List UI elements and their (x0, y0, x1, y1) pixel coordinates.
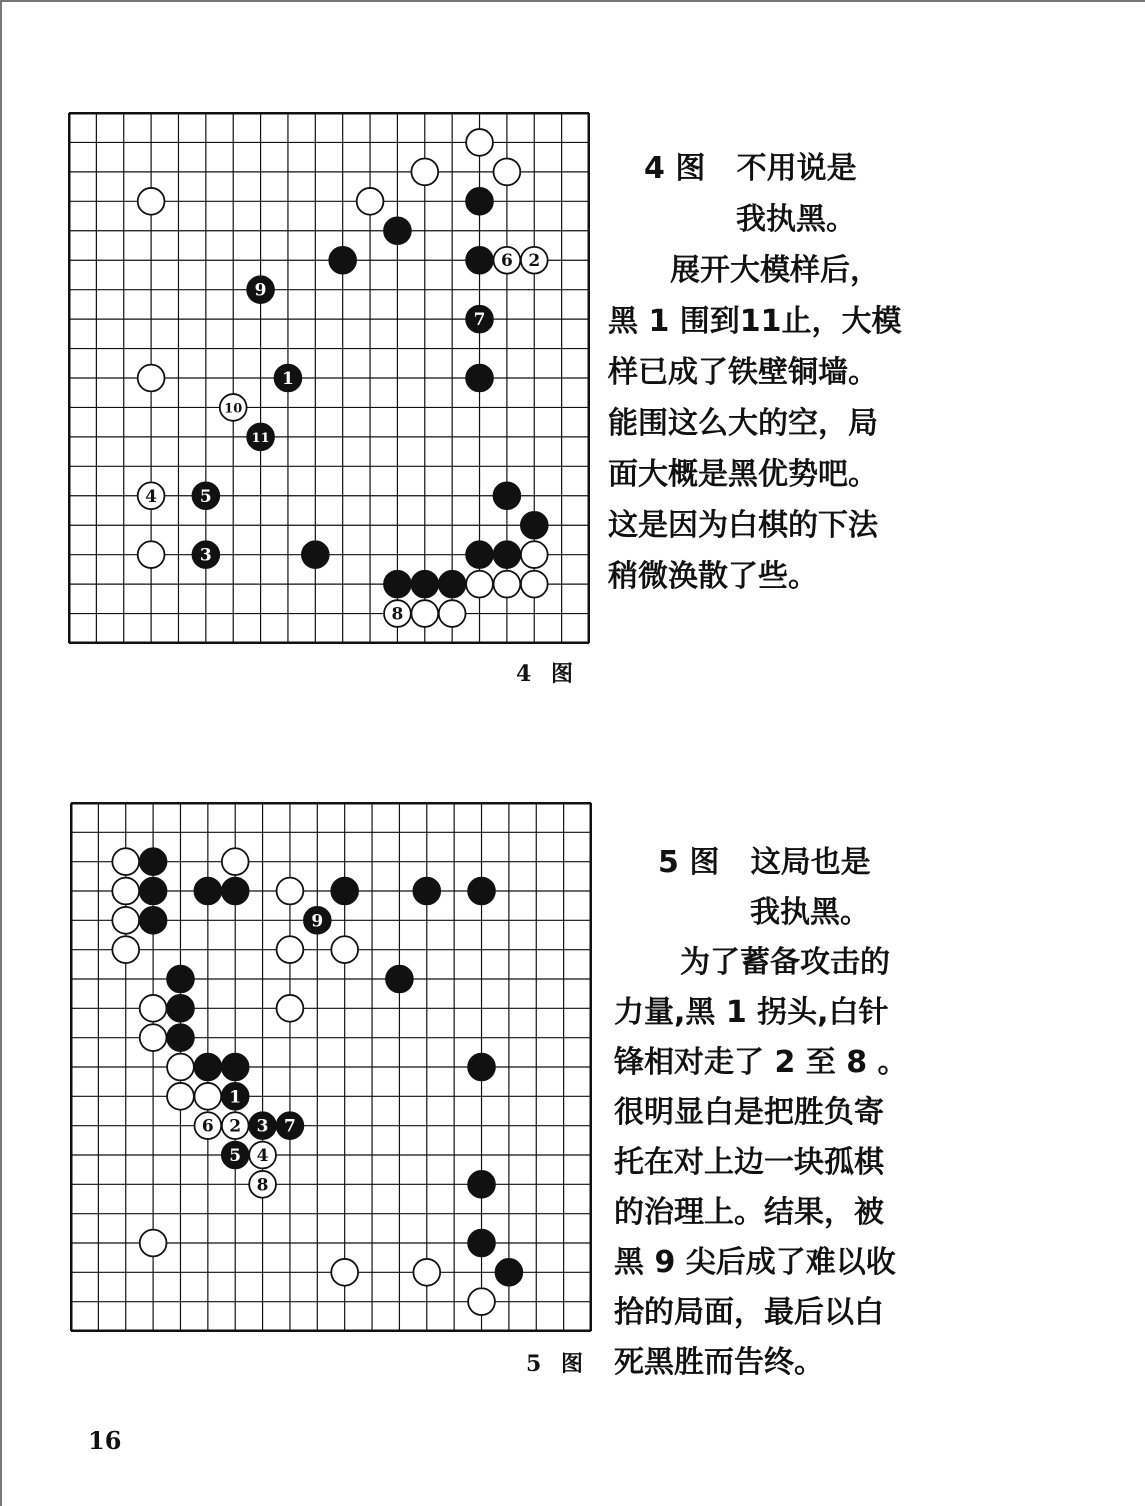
white-stone-move-2 (521, 247, 548, 274)
white-stone-move-8 (249, 1171, 276, 1198)
white-stone (494, 571, 521, 598)
black-stone-move-1 (222, 1083, 249, 1110)
white-stone (277, 936, 304, 963)
white-stone (138, 188, 165, 215)
stone-disc (386, 966, 413, 993)
white-stone (277, 995, 304, 1022)
paragraph-line: 为了蓄备攻击的 (680, 945, 890, 980)
move-number: 7 (473, 310, 486, 331)
stone-disc (331, 878, 358, 905)
stone-disc (140, 878, 167, 905)
move-number: 10 (224, 401, 243, 417)
stone-disc (138, 365, 165, 392)
stone-disc (222, 1054, 249, 1081)
stone-disc (494, 541, 521, 568)
stone-disc (384, 571, 411, 598)
stone-disc (494, 571, 521, 598)
stone-disc (468, 1171, 495, 1198)
black-stone (331, 878, 358, 905)
white-stone (466, 129, 493, 156)
stone-disc (466, 188, 493, 215)
black-stone (222, 1054, 249, 1081)
black-stone (194, 1054, 221, 1081)
stone-disc (222, 848, 249, 875)
paragraph-line: 黑 1 围到11止，大模 (608, 304, 902, 339)
move-number: 2 (229, 1116, 242, 1137)
black-stone (496, 1259, 523, 1286)
white-stone (411, 159, 438, 186)
stone-disc (466, 571, 493, 598)
white-stone-move-6 (494, 247, 521, 274)
go-board-diagram-4 (68, 112, 590, 644)
move-number: 2 (528, 251, 541, 272)
paragraph-line: 锋相对走了 2 至 8 。 (614, 1045, 908, 1080)
black-stone (413, 878, 440, 905)
paragraph-line: 面大概是黑优势吧。 (608, 457, 878, 492)
black-stone (468, 1230, 495, 1257)
white-stone (112, 907, 139, 934)
paragraph-line: 黑 9 尖后成了难以收 (614, 1245, 896, 1280)
white-stone (140, 1230, 167, 1257)
black-stone-move-9 (304, 907, 331, 934)
diagram-5-title-line-1 (614, 838, 908, 888)
black-stone-move-5 (222, 1142, 249, 1169)
white-stone (222, 848, 249, 875)
stone-disc (140, 907, 167, 934)
stone-disc (413, 1259, 440, 1286)
paragraph-line: 这是因为白棋的下法 (608, 508, 878, 543)
diagram-5-caption: 5 图 (526, 1351, 589, 1377)
title-text: 这局也是 (750, 845, 871, 880)
white-stone-move-8 (384, 600, 411, 627)
stone-disc (167, 1024, 194, 1051)
move-number: 11 (251, 430, 270, 446)
stone-disc (466, 541, 493, 568)
diagram-5-commentary (614, 788, 908, 1438)
move-number: 8 (256, 1175, 269, 1196)
stone-disc (138, 541, 165, 568)
black-stone-move-11 (247, 424, 274, 451)
black-stone (167, 1024, 194, 1051)
black-stone (468, 1054, 495, 1081)
stone-disc (494, 482, 521, 509)
white-stone (112, 848, 139, 875)
black-stone (466, 247, 493, 274)
paragraph-line: 死黑胜而告终。 (614, 1345, 824, 1380)
move-number: 5 (229, 1146, 242, 1166)
black-stone (140, 907, 167, 934)
stone-disc (331, 936, 358, 963)
white-stone (112, 936, 139, 963)
stone-disc (439, 600, 466, 627)
white-stone (439, 600, 466, 627)
white-stone (138, 541, 165, 568)
move-number: 5 (199, 486, 212, 507)
stone-disc (138, 188, 165, 215)
stone-disc (521, 541, 548, 568)
white-stone (413, 1259, 440, 1286)
white-stone (112, 878, 139, 905)
black-stone (468, 1171, 495, 1198)
move-number: 6 (201, 1116, 214, 1137)
white-stone-move-10 (220, 394, 247, 421)
page-edge-top (0, 0, 1145, 2)
paragraph-line: 展开大模样后， (670, 253, 880, 288)
black-stone (329, 247, 356, 274)
white-stone (411, 600, 438, 627)
diagram-4-title-line-1 (608, 143, 902, 194)
stone-disc (357, 188, 384, 215)
stone-disc (277, 995, 304, 1022)
black-stone-move-5 (192, 482, 219, 509)
black-stone (386, 966, 413, 993)
black-stone (494, 541, 521, 568)
black-stone (167, 966, 194, 993)
black-stone (140, 878, 167, 905)
diagram-4-caption: 4 图 (516, 661, 579, 687)
stone-disc (331, 1259, 358, 1286)
stone-disc (329, 247, 356, 274)
page-edge-left (0, 0, 2, 1506)
stone-disc (466, 129, 493, 156)
white-stone (140, 995, 167, 1022)
black-stone (384, 217, 411, 244)
move-number: 1 (282, 369, 294, 389)
stone-disc (277, 936, 304, 963)
white-stone (194, 1083, 221, 1110)
stone-disc (413, 878, 440, 905)
stone-disc (194, 1054, 221, 1081)
stone-disc (140, 848, 167, 875)
white-stone-move-2 (222, 1112, 249, 1139)
black-stone (140, 848, 167, 875)
title-text: 不用说是 (736, 151, 857, 186)
white-stone (140, 1024, 167, 1051)
stone-disc (521, 571, 548, 598)
stone-disc (411, 571, 438, 598)
stone-disc (194, 878, 221, 905)
black-stone (466, 188, 493, 215)
diagram-4-commentary (608, 92, 902, 653)
stone-disc (468, 1230, 495, 1257)
page-number: 16 (88, 1426, 122, 1455)
black-stone-move-7 (466, 306, 493, 333)
white-stone (357, 188, 384, 215)
black-stone-move-1 (275, 365, 302, 392)
white-stone (331, 936, 358, 963)
stone-disc (167, 1054, 194, 1081)
stone-disc (384, 217, 411, 244)
black-stone (167, 995, 194, 1022)
stone-disc (411, 159, 438, 186)
white-stone (468, 1288, 495, 1315)
black-stone (384, 571, 411, 598)
stone-disc (140, 1230, 167, 1257)
move-number: 4 (256, 1146, 269, 1166)
stone-disc (140, 1024, 167, 1051)
move-number: 7 (284, 1116, 296, 1137)
paragraph-line: 样已成了铁壁铜墙。 (608, 355, 878, 390)
white-stone-move-4 (138, 482, 165, 509)
white-stone (138, 365, 165, 392)
stone-disc (468, 1288, 495, 1315)
stone-disc (521, 512, 548, 539)
white-stone (466, 571, 493, 598)
stone-disc (140, 995, 167, 1022)
black-stone-move-9 (247, 276, 274, 303)
paragraph-line: 的治理上。结果，被 (614, 1195, 884, 1230)
stone-disc (466, 247, 493, 274)
move-number: 6 (500, 251, 513, 272)
black-stone (439, 571, 466, 598)
paragraph-line: 能围这么大的空，局 (608, 406, 878, 441)
go-board-diagram-5 (70, 802, 592, 1332)
black-stone (468, 878, 495, 905)
move-number: 4 (145, 486, 158, 507)
move-number: 1 (229, 1087, 242, 1108)
stone-disc (439, 571, 466, 598)
black-stone (194, 878, 221, 905)
stone-disc (277, 878, 304, 905)
white-stone (331, 1259, 358, 1286)
fig-label: 5 图 (658, 845, 720, 880)
white-stone (494, 159, 521, 186)
white-stone (167, 1054, 194, 1081)
paragraph-line: 托在对上边一块孤棋 (614, 1145, 884, 1180)
stone-disc (112, 907, 139, 934)
move-number: 9 (254, 280, 267, 301)
stone-disc (494, 159, 521, 186)
white-stone (277, 878, 304, 905)
move-number: 3 (199, 545, 212, 566)
fig-label: 4 图 (644, 151, 706, 186)
diagram-4-title-line-2: 我执黑。 (736, 202, 856, 237)
white-stone (521, 541, 548, 568)
black-stone (222, 878, 249, 905)
stone-disc (468, 878, 495, 905)
move-number: 9 (311, 911, 324, 932)
stone-disc (112, 878, 139, 905)
paragraph-line: 稍微涣散了些。 (608, 559, 818, 594)
black-stone (302, 541, 329, 568)
stone-disc (167, 966, 194, 993)
paragraph-line: 力量,黑 1 拐头,白针 (614, 995, 889, 1030)
stone-disc (302, 541, 329, 568)
stone-disc (468, 1054, 495, 1081)
black-stone (521, 512, 548, 539)
black-stone-move-3 (192, 541, 219, 568)
diagram-5-title-line-2: 我执黑。 (750, 895, 870, 930)
white-stone (521, 571, 548, 598)
white-stone (167, 1083, 194, 1110)
black-stone-move-3 (249, 1112, 276, 1139)
black-stone (466, 365, 493, 392)
stone-disc (167, 1083, 194, 1110)
move-number: 8 (391, 604, 404, 625)
stone-disc (167, 995, 194, 1022)
stone-disc (112, 848, 139, 875)
stone-disc (466, 365, 493, 392)
stone-disc (194, 1083, 221, 1110)
move-number: 3 (256, 1116, 269, 1137)
stone-disc (222, 878, 249, 905)
black-stone (411, 571, 438, 598)
black-stone-move-7 (277, 1112, 304, 1139)
black-stone (466, 541, 493, 568)
black-stone (494, 482, 521, 509)
paragraph-line: 拾的局面，最后以白 (614, 1295, 884, 1330)
white-stone-move-4 (249, 1142, 276, 1169)
stone-disc (112, 936, 139, 963)
white-stone-move-6 (194, 1112, 221, 1139)
stone-disc (496, 1259, 523, 1286)
stone-disc (411, 600, 438, 627)
paragraph-line: 很明显白是把胜负寄 (614, 1095, 884, 1130)
